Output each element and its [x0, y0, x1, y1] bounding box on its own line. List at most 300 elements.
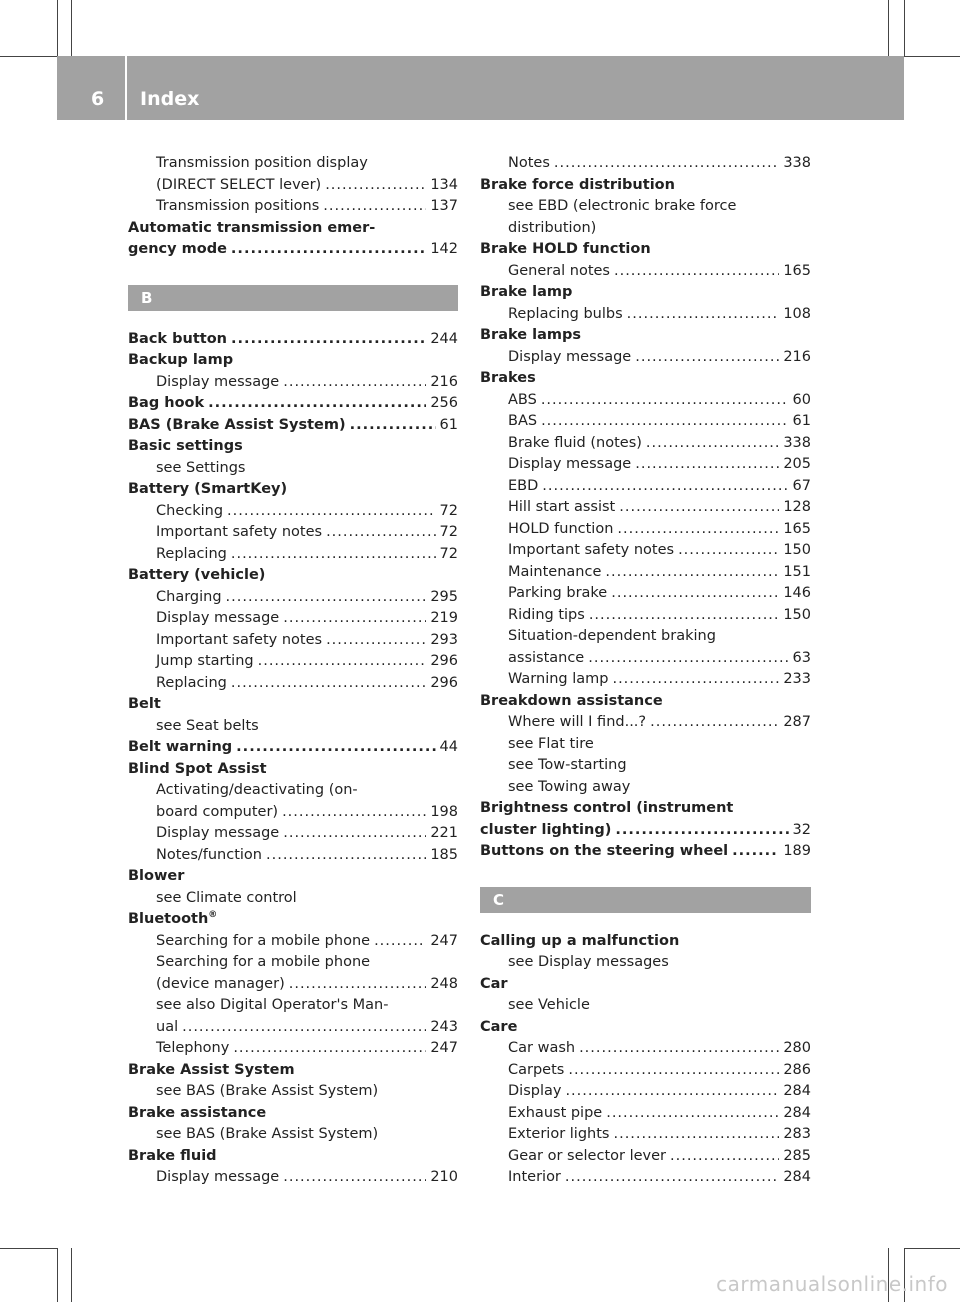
entry-label: Warning lamp — [508, 671, 609, 687]
entry-label: Breakdown assistance — [480, 692, 663, 709]
dot-leader — [614, 261, 779, 283]
page-reference: 72 — [439, 545, 458, 562]
index-subentry — [128, 544, 458, 566]
entry-label: distribution) — [508, 219, 597, 236]
entry-label: Important safety notes — [156, 524, 323, 540]
entry-label: BAS — [508, 413, 538, 429]
index-subentry — [480, 1167, 811, 1189]
crop-mark — [904, 0, 905, 56]
entry-text — [156, 1167, 279, 1189]
dot-leader — [635, 454, 779, 476]
entry-label: Important safety notes — [508, 542, 675, 558]
entry-text — [508, 669, 608, 691]
page-reference: 108 — [783, 305, 811, 322]
entry-text — [156, 802, 278, 824]
page-reference: 67 — [792, 477, 811, 494]
index-subentry — [480, 540, 811, 562]
index-entry — [480, 841, 811, 863]
entry-text — [156, 522, 322, 544]
entry-label: Notes — [508, 155, 550, 171]
entry-label: Brake lamp — [480, 284, 573, 300]
dot-leader — [579, 1038, 779, 1060]
page-reference: 146 — [783, 585, 811, 601]
entry-text — [508, 454, 631, 476]
page-reference: 280 — [783, 1040, 811, 1056]
entry-text — [508, 583, 607, 605]
entry-text — [508, 433, 642, 455]
entry-label: Searching for a mobile phone — [156, 954, 371, 970]
entry-label: Jump starting — [156, 653, 254, 669]
dot-leader — [678, 540, 779, 562]
index-subentry — [128, 931, 458, 953]
index-subentry — [480, 952, 811, 974]
index-entry — [480, 1017, 811, 1039]
entry-label: Car wash — [508, 1040, 576, 1056]
entry-text — [480, 1017, 517, 1039]
index-entry — [128, 329, 458, 351]
entry-label: Back button — [128, 330, 227, 347]
entry-label: Display — [508, 1083, 562, 1099]
entry-text — [128, 909, 217, 931]
index-entry — [128, 239, 458, 261]
dot-leader — [325, 175, 426, 197]
index-subentry — [480, 995, 811, 1017]
index-subentry — [128, 888, 458, 910]
dot-leader — [350, 415, 436, 437]
index-subentry — [128, 372, 458, 394]
dot-leader — [635, 347, 779, 369]
entry-label: Exhaust pipe — [508, 1104, 603, 1121]
entry-text — [128, 694, 161, 716]
entry-text — [156, 1124, 378, 1146]
page-reference: 338 — [783, 155, 811, 171]
entry-label: EBD — [508, 477, 539, 494]
index-subentry — [480, 712, 811, 734]
entry-label: Brake fluid (notes) — [508, 434, 642, 451]
index-entry — [480, 974, 811, 996]
entry-text — [508, 540, 674, 562]
entry-label: Brake fluid — [128, 1147, 217, 1164]
page-reference: 165 — [783, 520, 811, 537]
entry-text — [128, 737, 232, 759]
page-reference: 287 — [783, 714, 811, 730]
dot-leader — [541, 411, 788, 433]
entry-text — [508, 304, 623, 326]
dot-leader — [227, 501, 436, 523]
entry-label: General notes — [508, 262, 610, 279]
entry-label: Brake lamps — [480, 327, 581, 343]
entry-text — [128, 415, 346, 437]
entry-text — [128, 479, 287, 501]
page-reference: 60 — [792, 391, 811, 408]
entry-label: Brakes — [480, 370, 536, 386]
entry-label: Car — [480, 975, 508, 992]
entry-label: Hill start assist — [508, 499, 616, 515]
index-subentry — [480, 218, 811, 240]
dot-leader — [283, 372, 426, 394]
page-reference: 284 — [783, 1104, 811, 1121]
page-reference: 221 — [430, 825, 458, 841]
dot-leader — [282, 802, 426, 824]
entry-label: Replacing — [156, 674, 227, 691]
entry-label: Blower — [128, 868, 185, 884]
crop-mark — [904, 56, 960, 57]
page-reference: 142 — [430, 241, 458, 257]
index-entry — [128, 737, 458, 759]
entry-text — [156, 931, 370, 953]
dot-leader — [326, 522, 435, 544]
page-reference: 134 — [430, 176, 458, 193]
page-reference: 185 — [430, 846, 458, 863]
entry-label: see Climate control — [156, 889, 297, 906]
entry-text — [156, 716, 259, 738]
entry-text — [480, 931, 679, 953]
entry-text — [128, 1146, 217, 1168]
entry-label: gency mode — [128, 241, 227, 257]
page-reference: 283 — [783, 1126, 811, 1142]
entry-text — [508, 1103, 602, 1125]
entry-label: Belt warning — [128, 739, 233, 755]
entry-text — [480, 368, 536, 390]
index-subentry — [480, 1081, 811, 1103]
entry-text — [156, 952, 370, 974]
index-entry — [128, 415, 458, 437]
dot-leader — [589, 605, 780, 627]
index-subentry — [480, 626, 811, 648]
entry-text — [156, 823, 279, 845]
entry-label: Display message — [156, 825, 280, 841]
entry-label: Gear or selector lever — [508, 1147, 666, 1164]
index-entry — [128, 393, 458, 415]
page-reference: 137 — [430, 198, 458, 214]
page-reference: 44 — [439, 739, 458, 755]
entry-text — [156, 175, 321, 197]
dot-leader — [266, 845, 426, 867]
dot-leader — [326, 630, 426, 652]
index-entry — [128, 759, 458, 781]
entry-label: see Flat tire — [508, 735, 594, 752]
entry-label: BAS (Brake Assist System) — [128, 416, 346, 433]
dot-leader — [208, 393, 426, 415]
page-reference: 338 — [783, 434, 811, 451]
crop-mark — [57, 0, 58, 56]
dot-leader — [554, 153, 779, 175]
entry-text — [508, 411, 537, 433]
dot-leader — [565, 1167, 779, 1189]
entry-text — [508, 1038, 575, 1060]
entry-text — [128, 393, 204, 415]
entry-label: Calling up a malfunction — [480, 932, 680, 949]
page-reference: 151 — [783, 563, 811, 580]
index-subentry — [480, 583, 811, 605]
entry-text — [156, 544, 227, 566]
entry-text — [156, 1038, 229, 1060]
entry-text — [508, 153, 550, 175]
entry-label: Activating/deactivating (on- — [156, 782, 358, 798]
index-subentry — [128, 522, 458, 544]
entry-label: Battery (vehicle) — [128, 567, 266, 583]
index-subentry — [128, 780, 458, 802]
index-subentry — [128, 458, 458, 480]
index-entry — [128, 218, 458, 240]
index-subentry — [480, 433, 811, 455]
page-reference: 248 — [430, 975, 458, 992]
index-entry — [128, 1060, 458, 1082]
index-subentry — [128, 153, 458, 175]
entry-text — [156, 845, 262, 867]
entry-label: Blind Spot Assist — [128, 760, 267, 777]
entry-label: Buttons on the steering wheel — [480, 843, 729, 859]
entry-label: Searching for a mobile phone — [156, 932, 371, 949]
dot-leader — [588, 648, 788, 670]
dot-leader — [231, 239, 426, 261]
entry-label: see Settings — [156, 459, 246, 476]
entry-label: Display message — [156, 373, 280, 390]
index-subentry — [480, 648, 811, 670]
entry-label: Bag hook — [128, 395, 205, 411]
entry-text — [156, 1017, 178, 1039]
entry-text — [128, 759, 267, 781]
index-entry — [128, 350, 458, 372]
index-subentry — [128, 716, 458, 738]
page-reference: 286 — [783, 1061, 811, 1078]
entry-label: Important safety notes — [156, 631, 323, 648]
page-reference: 247 — [430, 932, 458, 949]
crop-mark — [71, 1248, 72, 1302]
entry-label: Transmission positions — [156, 198, 320, 214]
entry-label: Brightness control (instrument — [480, 800, 734, 816]
entry-label: see Towing away — [508, 778, 631, 795]
index-entry — [480, 368, 811, 390]
dot-leader — [283, 1167, 426, 1189]
section-letter-header: C — [480, 887, 811, 913]
entry-label: Replacing — [156, 545, 227, 562]
entry-text — [508, 390, 537, 412]
page-title: Index — [140, 88, 200, 110]
entry-text — [156, 458, 245, 480]
entry-label: ual — [156, 1018, 179, 1035]
page-reference: 296 — [430, 653, 458, 669]
entry-text — [156, 608, 279, 630]
entry-label: (DIRECT SELECT lever) — [156, 176, 322, 193]
entry-text — [508, 476, 538, 498]
entry-label: Situation-dependent braking — [508, 628, 716, 644]
header-separator — [125, 56, 127, 120]
index-entry — [480, 239, 811, 261]
entry-text — [508, 218, 596, 240]
entry-label: Brake assistance — [128, 1104, 267, 1121]
entry-text — [508, 777, 630, 799]
entry-text — [508, 712, 646, 734]
entry-label: Brake force distribution — [480, 176, 675, 193]
dot-leader — [646, 433, 779, 455]
dot-leader — [323, 196, 426, 218]
dot-leader — [565, 1081, 779, 1103]
index-subentry — [128, 175, 458, 197]
entry-text — [156, 501, 223, 523]
section-letter-header: B — [128, 285, 458, 311]
entry-label: Parking brake — [508, 585, 608, 601]
entry-label: Belt — [128, 696, 161, 712]
index-subentry — [128, 608, 458, 630]
index-subentry — [480, 153, 811, 175]
entry-label: see Seat belts — [156, 717, 259, 734]
index-subentry — [128, 1167, 458, 1189]
entry-text — [128, 329, 227, 351]
index-entry — [128, 479, 458, 501]
entry-text — [508, 648, 584, 670]
index-subentry — [128, 845, 458, 867]
watermark: carmanualsonline.info — [716, 1272, 948, 1296]
index-subentry — [480, 1124, 811, 1146]
index-subentry — [480, 261, 811, 283]
entry-label: Display message — [508, 456, 632, 472]
page-reference: 63 — [792, 649, 811, 666]
index-entry — [480, 325, 811, 347]
dot-leader — [612, 669, 779, 691]
page-number: 6 — [91, 88, 105, 110]
entry-text — [480, 820, 611, 842]
entry-text — [508, 952, 669, 974]
entry-text — [508, 1124, 609, 1146]
entry-label: see Display messages — [508, 954, 669, 970]
dot-leader — [283, 823, 426, 845]
index-subentry — [128, 995, 458, 1017]
page-reference: 284 — [783, 1169, 811, 1185]
page-reference: 219 — [430, 610, 458, 626]
dot-leader — [617, 519, 779, 541]
index-subentry — [480, 605, 811, 627]
entry-label: see Vehicle — [508, 997, 590, 1013]
page-reference: 165 — [783, 262, 811, 279]
entry-text — [128, 1060, 295, 1082]
page-reference: 284 — [783, 1083, 811, 1099]
page-reference: 205 — [783, 456, 811, 472]
entry-text — [156, 153, 368, 175]
index-subentry — [480, 519, 811, 541]
entry-label: see BAS (Brake Assist System) — [156, 1126, 379, 1142]
entry-label: Where will I find...? — [508, 714, 647, 730]
entry-text — [156, 372, 279, 394]
page-reference: 72 — [439, 502, 458, 519]
crop-mark — [904, 1248, 960, 1249]
index-subentry — [128, 651, 458, 673]
index-subentry — [128, 630, 458, 652]
page-reference: 293 — [430, 631, 458, 648]
page-reference: 128 — [783, 499, 811, 515]
entry-text — [480, 239, 651, 261]
entry-label: cluster lighting) — [480, 821, 612, 838]
entry-text — [128, 866, 184, 888]
dot-leader — [670, 1146, 779, 1168]
entry-text — [508, 196, 736, 218]
entry-label: see also Digital Operator's Man- — [156, 997, 389, 1013]
index-subentry — [128, 974, 458, 996]
index-subentry — [480, 669, 811, 691]
entry-text — [156, 196, 319, 218]
page-reference: 150 — [783, 606, 811, 623]
entry-text — [508, 1146, 666, 1168]
entry-text — [156, 673, 227, 695]
index-subentry — [480, 1038, 811, 1060]
entry-label: Battery (SmartKey) — [128, 481, 288, 497]
page-reference: 233 — [783, 671, 811, 687]
entry-text — [480, 325, 581, 347]
index-subentry — [480, 454, 811, 476]
entry-label: Transmission position display — [156, 155, 368, 171]
entry-label: assistance — [508, 649, 585, 666]
index-entry — [128, 436, 458, 458]
page-reference: 189 — [783, 843, 811, 859]
dot-leader — [732, 841, 779, 863]
index-subentry — [128, 196, 458, 218]
entry-text — [156, 780, 358, 802]
index-subentry — [480, 390, 811, 412]
page-reference: 296 — [430, 674, 458, 691]
index-subentry — [480, 734, 811, 756]
index-entry — [480, 691, 811, 713]
dot-leader — [226, 587, 427, 609]
entry-text — [156, 587, 222, 609]
entry-label: Bluetooth — [128, 911, 209, 927]
page-reference: 247 — [430, 1040, 458, 1056]
entry-label: Maintenance — [508, 563, 602, 580]
dot-leader — [606, 1103, 779, 1125]
index-subentry — [128, 823, 458, 845]
dot-leader — [650, 712, 779, 734]
entry-text — [508, 605, 585, 627]
dot-leader — [182, 1017, 426, 1039]
dot-leader — [231, 544, 436, 566]
index-subentry — [480, 476, 811, 498]
index-subentry — [480, 196, 811, 218]
entry-label: Automatic transmission emer- — [128, 219, 376, 236]
dot-leader — [568, 1060, 779, 1082]
dot-leader — [258, 651, 427, 673]
page-reference: 285 — [783, 1147, 811, 1164]
registered-mark: ® — [208, 910, 218, 921]
entry-text — [480, 175, 675, 197]
entry-text — [156, 995, 388, 1017]
entry-text — [508, 497, 615, 519]
entry-text — [508, 519, 613, 541]
entry-text — [480, 974, 508, 996]
crop-mark — [0, 56, 57, 57]
entry-label: Telephony — [156, 1040, 230, 1056]
entry-label: Charging — [156, 588, 222, 605]
page-reference: 244 — [430, 330, 458, 347]
entry-label: ABS — [508, 391, 537, 408]
index-entry — [128, 694, 458, 716]
index-subentry — [128, 952, 458, 974]
entry-text — [508, 1167, 561, 1189]
index-subentry — [480, 1060, 811, 1082]
entry-text — [128, 350, 233, 372]
entry-text — [128, 239, 227, 261]
index-entry — [480, 931, 811, 953]
dot-leader — [231, 329, 426, 351]
index-subentry — [480, 777, 811, 799]
entry-label: Brake Assist System — [128, 1061, 295, 1078]
entry-label: Brake HOLD function — [480, 241, 651, 257]
entry-label: Riding tips — [508, 606, 585, 623]
dot-leader — [605, 562, 779, 584]
page-reference: 61 — [792, 413, 811, 429]
page-reference: 295 — [430, 588, 458, 605]
page-reference: 216 — [783, 348, 811, 365]
entry-text — [508, 261, 610, 283]
entry-text — [128, 565, 265, 587]
